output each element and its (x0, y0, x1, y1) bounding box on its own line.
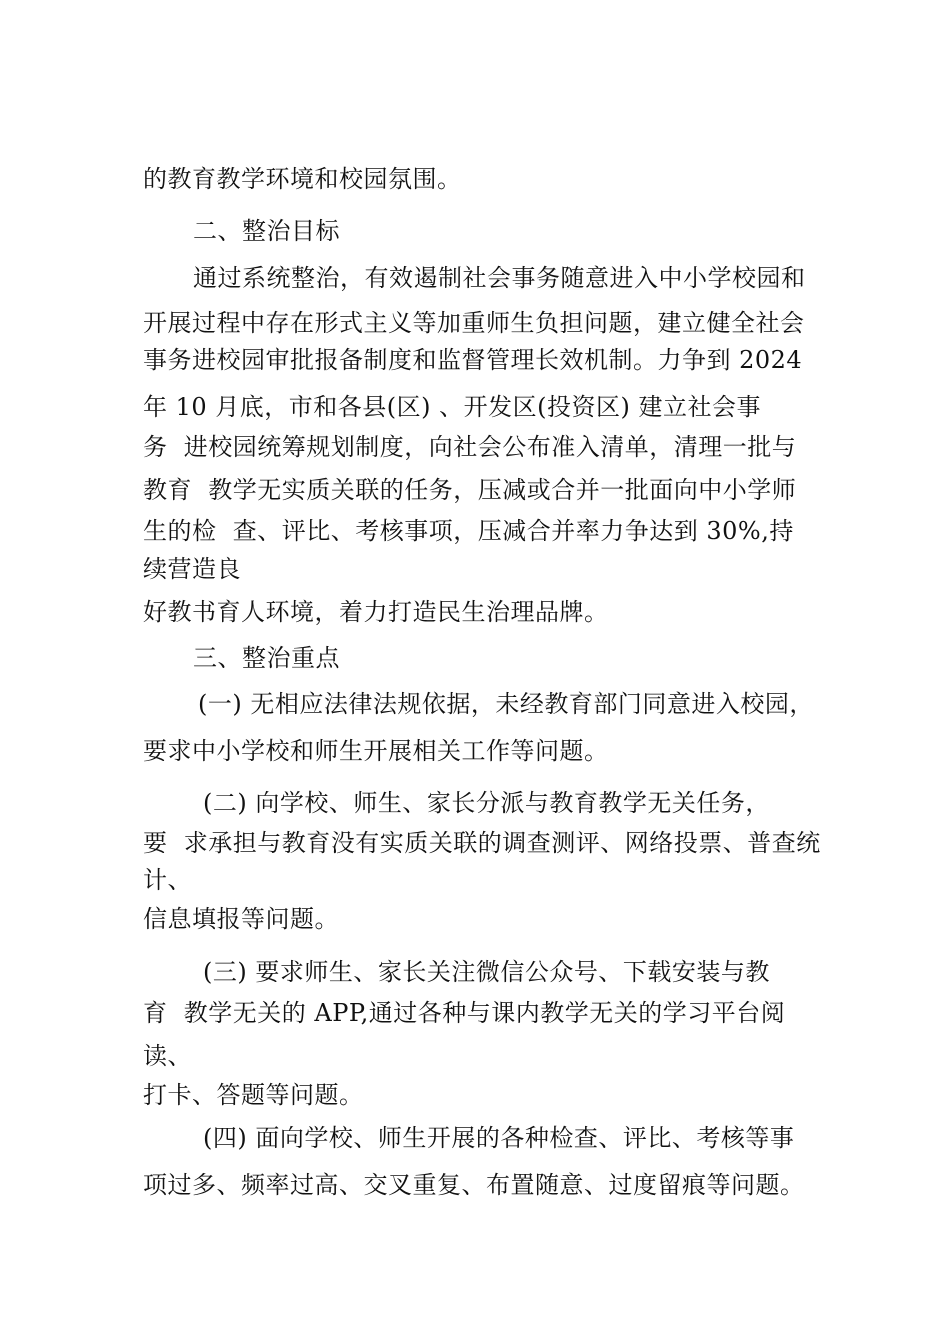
paragraph-line: 要 求承担与教育没有实质关联的调查测评、网络投票、普查统 (143, 829, 821, 857)
paragraph-line: 年 10 月底，市和各县(区) 、开发区(投资区) 建立社会事 (143, 393, 762, 421)
paragraph-line: 务 进校园统筹规划制度，向社会公布准入清单，清理一批与 (143, 433, 797, 461)
section-heading: 三、整治重点 (193, 644, 340, 672)
paragraph-line: 的教育教学环境和校园氛围。 (143, 165, 462, 193)
paragraph-line: 打卡、答题等问题。 (143, 1081, 364, 1109)
paragraph-line: (二) 向学校、师生、家长分派与教育教学无关任务， (203, 789, 770, 817)
paragraph-line: 生的检 查、评比、考核事项，压减合并率力争达到 30%,持 (143, 517, 794, 545)
paragraph-line: 计、 (143, 866, 192, 894)
paragraph-line: 教育 教学无实质关联的任务，压减或合并一批面向中小学师 (143, 476, 797, 504)
paragraph-line: 事务进校园审批报备制度和监督管理长效机制。力争到 2024 (143, 346, 803, 374)
paragraph-line: (一) 无相应法律法规依据，未经教育部门同意进入校园， (198, 690, 814, 718)
paragraph-line: 读、 (143, 1042, 192, 1070)
paragraph-line: 续营造良 (143, 555, 241, 583)
paragraph-line: 育 教学无关的 APP,通过各种与课内教学无关的学习平台阅 (143, 999, 786, 1027)
paragraph-line: 好教书育人环境，着力打造民生治理品牌。 (143, 598, 609, 626)
paragraph-line: (四) 面向学校、师生开展的各种检查、评比、考核等事 (203, 1124, 795, 1152)
paragraph-line: 要求中小学校和师生开展相关工作等问题。 (143, 737, 609, 765)
paragraph-line: 开展过程中存在形式主义等加重师生负担问题，建立健全社会 (143, 309, 805, 337)
paragraph-line: 项过多、频率过高、交叉重复、布置随意、过度留痕等问题。 (143, 1171, 805, 1199)
paragraph-line: 通过系统整治，有效遏制社会事务随意进入中小学校园和 (193, 264, 806, 292)
paragraph-line: (三) 要求师生、家长关注微信公众号、下载安装与教 (203, 958, 770, 986)
section-heading: 二、整治目标 (193, 217, 340, 245)
paragraph-line: 信息填报等问题。 (143, 905, 339, 933)
